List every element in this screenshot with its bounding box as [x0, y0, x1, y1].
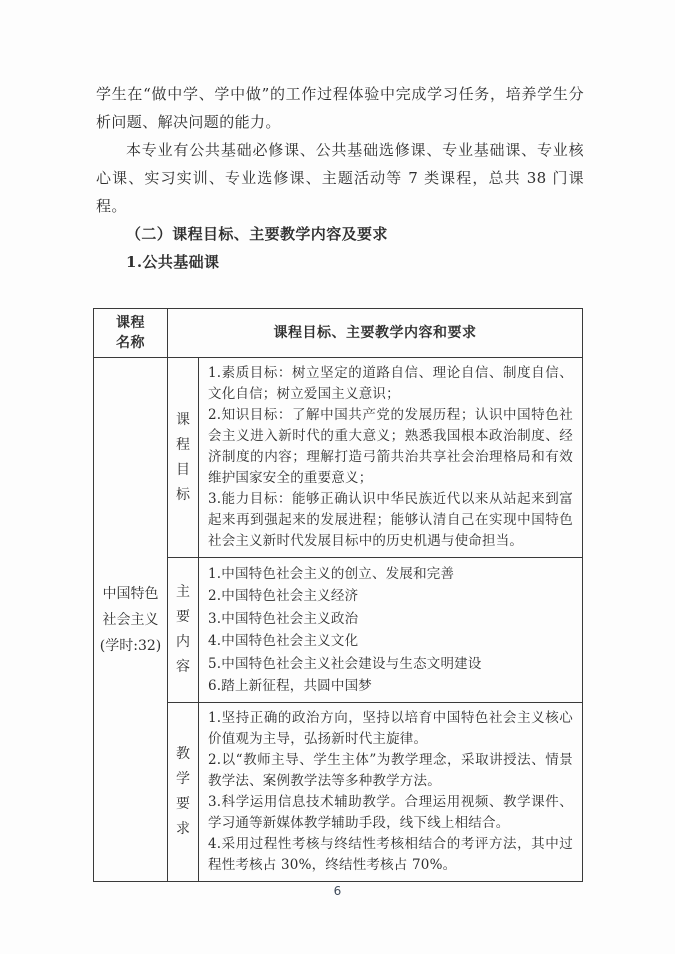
requirement-item: 4.采用过程性考核与终结性考核相结合的考评方法，其中过程性考核占 30%，终结性考核占 70%。 — [208, 836, 573, 874]
page-number: 6 — [333, 884, 342, 898]
sub-heading: 1.公共基础课 — [126, 253, 220, 271]
header-course-name-line1: 课程 — [116, 315, 145, 331]
table-row-objectives — [94, 358, 583, 558]
section-heading: （二）课程目标、主要教学内容及要求 — [126, 225, 388, 243]
table-header-row — [94, 309, 583, 358]
header-course-name — [94, 309, 168, 358]
course-name: 中国特色社会主义 — [102, 585, 159, 628]
content-item: 1.中国特色社会主义的创立、发展和完善 — [208, 566, 455, 582]
document-content — [93, 80, 584, 882]
label-cell-requirements — [168, 703, 199, 882]
table-row-teaching-requirements — [94, 703, 583, 882]
label-main-content: 主要内容 — [176, 584, 190, 676]
objective-item: 1.素质目标：树立坚定的道路自信、理论自信、制度自信、文化自信；树立爱国主义意识； — [208, 365, 573, 402]
requirement-item: 3.科学运用信息技术辅助教学。合理运用视频、教学课件、学习通等新媒体教学辅助手段，线下线上相结合。 — [208, 794, 573, 832]
course-name-cell — [94, 358, 168, 882]
content-cell-requirements — [199, 703, 583, 882]
content-item: 6.踏上新征程，共圆中国梦 — [208, 678, 372, 695]
label-cell-objectives — [168, 358, 199, 558]
requirement-item: 1.坚持正确的政治方向，坚持以培育中国特色社会主义核心价值观为主导，弘扬新时代主旋律。 — [208, 710, 573, 748]
content-cell-main-content — [199, 558, 583, 703]
content-cell-objectives — [199, 358, 583, 558]
objective-item: 3.能力目标：能够正确认识中华民族近代以来从站起来到富起来再到强起来的发展进程；能够认清自己在实现中国特色社会主义新时代发展目标中的历史机遇与使命担当。 — [208, 491, 573, 549]
paragraph-course-count: 本专业有公共基础必修课、公共基础选修课、专业基础课、专业核心课、实习实训、专业选修课、主题活动等 7 类课程，总共 38 门课程。 — [96, 141, 584, 215]
table-row-main-content — [94, 558, 583, 703]
course-hours: (学时:32) — [99, 637, 162, 654]
content-item: 2.中国特色社会主义经济 — [208, 588, 359, 605]
paragraph-intro: 学生在“做中学、学中做”的工作过程体验中完成学习任务，培养学生分析问题、解决问题的能力。 — [96, 85, 584, 131]
label-requirements: 教学要求 — [176, 746, 190, 838]
content-item: 4.中国特色社会主义文化 — [208, 633, 359, 650]
content-item: 3.中国特色社会主义政治 — [208, 610, 359, 627]
content-item: 5.中国特色社会主义社会建设与生态文明建设 — [208, 655, 482, 672]
label-cell-main-content — [168, 558, 199, 703]
label-objectives: 课程目标 — [176, 411, 190, 503]
objective-item: 2.知识目标：了解中国共产党的发展历程；认识中国特色社会主义进入新时代的重大意义；熟悉我国根本政治制度、经济制度的内容；理解打造弓箭共治共享社会治理格局和有效维护国家安全的重要意义； — [208, 407, 573, 486]
requirement-item: 2.以“教师主导、学生主体”为教学理念，采取讲授法、情景教学法、案例教学法等多种教学方法。 — [208, 752, 573, 790]
header-objectives: 课程目标、主要教学内容和要求 — [168, 309, 583, 358]
course-table — [93, 308, 583, 882]
header-course-name-line2: 名称 — [116, 335, 145, 351]
